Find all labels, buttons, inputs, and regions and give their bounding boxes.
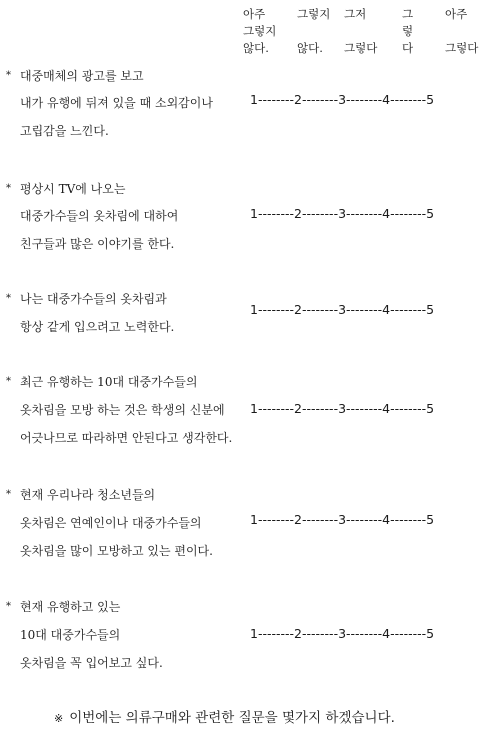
bullet-icon: * [6, 376, 11, 387]
question-text: 고립감을 느낀다. [20, 124, 109, 138]
header-line: 않다. [243, 41, 269, 55]
bullet-icon: * [6, 70, 11, 81]
bullet-icon: * [6, 293, 11, 304]
question-text: 어긋나므로 따라하면 안된다고 생각한다. [20, 431, 233, 445]
header-line: 아주 [445, 7, 468, 21]
section-note-text: 이번에는 의류구매와 관련한 질문을 몇가지 하겠습니다. [69, 710, 395, 726]
rating-scale[interactable]: 1--------2--------3--------4--------5 [250, 401, 435, 416]
reference-mark-icon: ※ [54, 712, 64, 725]
header-agree [402, 6, 413, 57]
bullet-icon: * [6, 183, 11, 194]
header-line: 다 [402, 41, 414, 55]
question-text: 10대 대중가수들의 [20, 628, 121, 642]
question-text: 최근 유행하는 10대 대중가수들의 [20, 375, 198, 389]
question-text: 내가 유행에 뒤져 있을 때 소외감이나 [20, 96, 213, 110]
question-text: 옷차림을 많이 모방하고 있는 편이다. [20, 544, 213, 558]
header-line: 그 [402, 7, 414, 21]
question-text: 현재 유행하고 있는 [20, 600, 121, 614]
header-line: 렇 [402, 24, 414, 38]
question-text: 나는 대중가수들의 옷차림과 [20, 292, 167, 306]
rating-scale[interactable]: 1--------2--------3--------4--------5 [250, 626, 435, 641]
header-line: 그렇다 [445, 41, 479, 55]
header-line: 아주 [243, 7, 266, 21]
header-line: 그저 [344, 7, 367, 21]
question-text: 평상시 TV에 나오는 [20, 182, 126, 196]
question-text: 옷차림을 모방 하는 것은 학생의 신분에 [20, 403, 225, 417]
header-line: 그렇지 [297, 7, 331, 21]
header-neutral [344, 6, 377, 57]
question-text: 옷차림은 연예인이나 대중가수들의 [20, 516, 202, 530]
rating-scale[interactable]: 1--------2--------3--------4--------5 [250, 206, 435, 221]
rating-scale[interactable]: 1--------2--------3--------4--------5 [250, 302, 435, 317]
rating-scale[interactable]: 1--------2--------3--------4--------5 [250, 512, 435, 527]
question-text: 대중매체의 광고를 보고 [20, 69, 144, 83]
header-very-disagree [243, 6, 276, 57]
question-text: 항상 같게 입으려고 노력한다. [20, 320, 175, 334]
bullet-icon: * [6, 601, 11, 612]
header-very-agree [445, 6, 478, 57]
header-line: 그렇지 [243, 24, 277, 38]
header-line [344, 23, 377, 40]
section-note [54, 706, 395, 726]
question-text: 옷차림을 꼭 입어보고 싶다. [20, 656, 163, 670]
question-text: 대중가수들의 옷차림에 대하여 [20, 209, 179, 223]
header-line [297, 23, 330, 40]
bullet-icon: * [6, 489, 11, 500]
rating-scale[interactable]: 1--------2--------3--------4--------5 [250, 92, 435, 107]
header-line [445, 23, 478, 40]
header-line: 않다. [297, 41, 323, 55]
header-line: 그렇다 [344, 41, 378, 55]
question-text: 현재 우리나라 청소년들의 [20, 488, 156, 502]
header-disagree [297, 6, 330, 57]
question-text: 친구들과 많은 이야기를 한다. [20, 237, 175, 251]
